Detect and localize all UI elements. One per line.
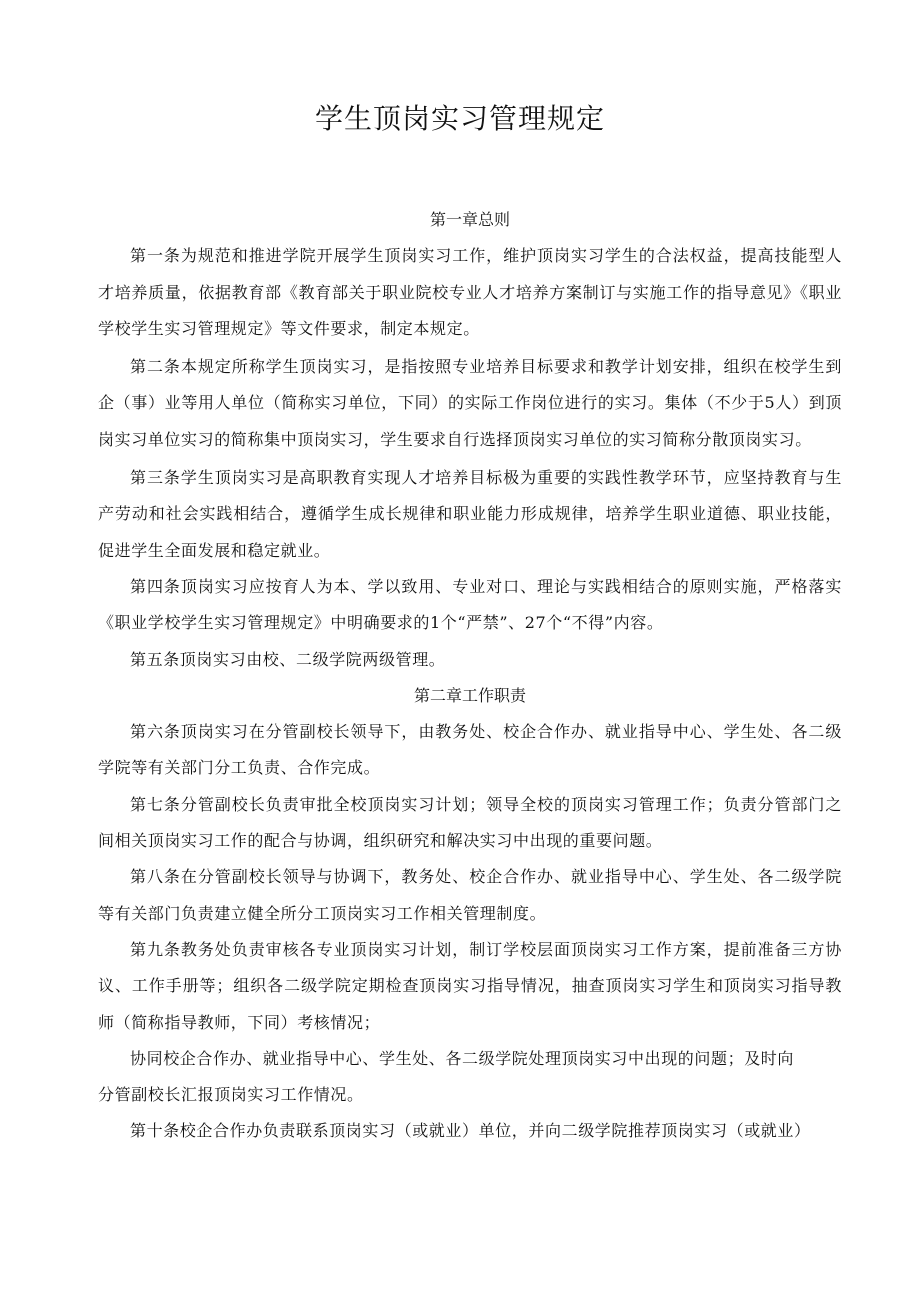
article-paragraph: 第五条顶岗实习由校、二级学院两级管理。: [130, 649, 446, 669]
document-body: [98, 202, 842, 1150]
article-paragraph: 第三条学生顶岗实习是高职教育实现人才培养目标极为重要的实践性教学环节，应坚持教育与生产劳动和社会实践相结合，遵循学生成长规律和职业能力形成规律，培养学生职业道德、职业技能，促进学生全面发展和稳定就业。: [98, 468, 842, 560]
article-paragraph: 第十条校企合作办负责联系顶岗实习（或就业）单位，并向二级学院推荐顶岗实习（或就业）: [130, 1121, 811, 1141]
article-paragraph: 第四条顶岗实习应按育人为本、学以致用、专业对口、理论与实践相结合的原则实施，严格落实《职业学校学生实习管理规定》中明确要求的1个“严禁”、27个“不得”内容。: [98, 576, 842, 633]
article-paragraph: 第一条为规范和推进学院开展学生顶岗实习工作，维护顶岗实习学生的合法权益，提高技能型人才培养质量，依据教育部《教育部关于职业院校专业人才培养方案制订与实施工作的指导意见》《职业学校学生实习管理规定》等文件要求，制定本规定。: [98, 246, 842, 338]
continuation-line: 协同校企合作办、就业指导中心、学生处、各二级学院处理顶岗实习中出现的问题；及时向: [130, 1048, 795, 1068]
article-paragraph: 第九条教务处负责审核各专业顶岗实习计划，制订学校层面顶岗实习工作方案，提前准备三方协议、工作手册等；组织各二级学院定期检查顶岗实习指导情况，抽查顶岗实习学生和顶岗实习指导教师（简称指导教师，下同）考核情况；: [98, 939, 842, 1032]
article-paragraph: 第七条分管副校长负责审批全校顶岗实习计划；领导全校的顶岗实习管理工作；负责分管部门之间相关顶岗实习工作的配合与协调，组织研究和解决实习中出现的重要问题。: [98, 794, 842, 851]
article-paragraph: 第六条顶岗实习在分管副校长领导下，由教务处、校企合作办、就业指导中心、学生处、各二级学院等有关部门分工负责、合作完成。: [98, 722, 842, 778]
article-paragraph: 第八条在分管副校长领导与协调下，教务处、校企合作办、就业指导中心、学生处、各二级学院等有关部门负责建立健全所分工顶岗实习工作相关管理制度。: [98, 867, 842, 923]
article-paragraph: 第二条本规定所称学生顶岗实习，是指按照专业培养目标要求和教学计划安排，组织在校学生到企（事）业等用人单位（简称实习单位，下同）的实际工作岗位进行的实习。集体（不少于5人）到顶岗实习单位实习的简称集中顶岗实习，学生要求自行选择顶岗实习单位的实习简称分散顶岗实习。: [98, 357, 842, 449]
chapter-heading: 第二章工作职责: [413, 685, 526, 705]
continuation-line: 分管副校长汇报顶岗实习工作情况。: [98, 1085, 364, 1105]
chapter-heading: 第一章总则: [429, 210, 510, 229]
document-title: 学生顶岗实习管理规定: [314, 102, 605, 135]
